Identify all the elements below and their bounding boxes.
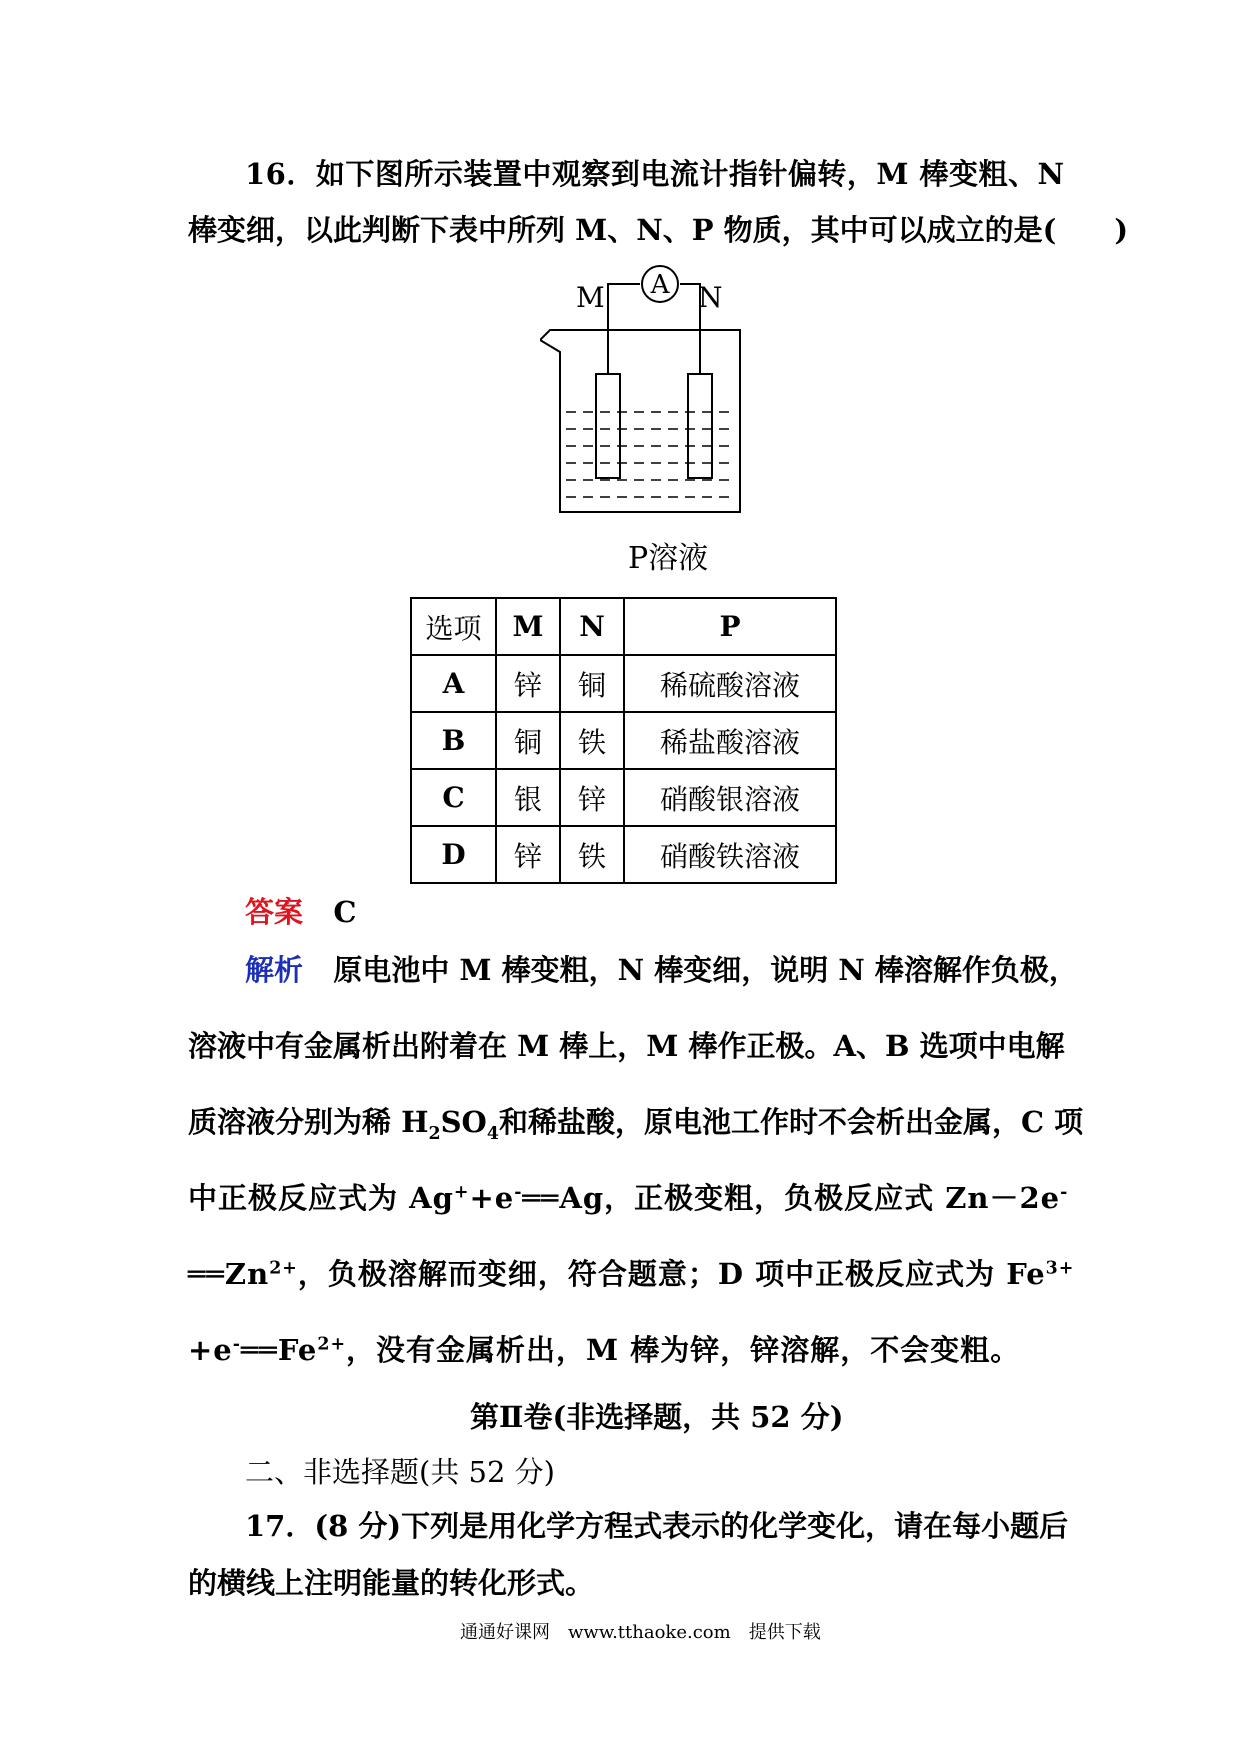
header-m: M	[496, 598, 560, 655]
option-cell: C	[411, 769, 496, 826]
table-row	[411, 655, 836, 712]
analysis-line-6: $+e^-══Fe^{2+}$，没有金属析出，M 棒为锌，锌溶解，不会变粗。	[188, 1333, 1021, 1367]
m-cell: 银	[496, 769, 560, 826]
answer-value: C	[333, 895, 357, 929]
page-footer: 通通好课网 www.tthaoke.com 提供下载	[460, 1622, 821, 1643]
table-row	[411, 769, 836, 826]
part-title: 二、非选择题(共 52 分)	[245, 1455, 555, 1489]
analysis-line-4: 中正极反应式为 Ag++e-══Ag，正极变粗，负极反应式 Zn－2e-	[188, 1181, 1069, 1215]
option-cell: A	[411, 655, 496, 712]
header-option: 选项	[411, 598, 496, 655]
header-p: P	[624, 598, 836, 655]
option-cell: B	[411, 712, 496, 769]
table-header-row	[411, 598, 836, 655]
question-17-line-2: 的横线上注明能量的转化形式。	[188, 1566, 595, 1600]
n-cell: 锌	[560, 769, 624, 826]
analysis-line-1: 解析 原电池中 M 棒变粗，N 棒变细，说明 N 棒溶解作负极，	[245, 953, 1078, 987]
header-n: N	[560, 598, 624, 655]
label-m: M	[576, 281, 605, 314]
table-row	[411, 826, 836, 883]
analysis-line-3: 质溶液分别为稀 $H_2SO_4$和稀盐酸，原电池工作时不会析出金属，C 项	[188, 1105, 1084, 1144]
option-cell: D	[411, 826, 496, 883]
answer-label: 答案	[245, 895, 304, 929]
analysis-line-5: $══Zn^{2+}$，负极溶解而变细，符合题意；D 项中正极反应式为 $Fe^{3+}$	[188, 1257, 1075, 1291]
analysis-label: 解析	[245, 953, 304, 987]
p-cell: 硝酸铁溶液	[624, 826, 836, 883]
question-17-line-1: 17．(8 分)下列是用化学方程式表示的化学变化，请在每小题后	[245, 1509, 1069, 1543]
m-cell: 锌	[496, 826, 560, 883]
m-cell: 锌	[496, 655, 560, 712]
n-cell: 铁	[560, 712, 624, 769]
table-row	[411, 712, 836, 769]
p-cell: 稀盐酸溶液	[624, 712, 836, 769]
answer-line	[245, 890, 356, 931]
options-table	[410, 597, 837, 884]
question-16-line-1: 16．如下图所示装置中观察到电流计指针偏转，M 棒变粗、N	[245, 157, 1065, 191]
p-cell: 硝酸银溶液	[624, 769, 836, 826]
solution-dashes	[566, 412, 736, 497]
analysis-line-2: 溶液中有金属析出附着在 M 棒上，M 棒作正极。A、B 选项中电解	[188, 1029, 1065, 1063]
question-16-line-2: 棒变细，以此判断下表中所列 M、N、P 物质，其中可以成立的是( )	[188, 213, 1129, 247]
ammeter-label: A	[650, 270, 670, 300]
p-cell: 稀硫酸溶液	[624, 655, 836, 712]
galvanic-cell-diagram	[540, 262, 760, 532]
n-cell: 铜	[560, 655, 624, 712]
section-title: 第Ⅱ卷(非选择题，共 52 分)	[470, 1400, 844, 1434]
diagram-caption: P溶液	[628, 541, 709, 576]
label-n: N	[698, 281, 723, 314]
beaker	[540, 330, 740, 512]
n-cell: 铁	[560, 826, 624, 883]
m-cell: 铜	[496, 712, 560, 769]
